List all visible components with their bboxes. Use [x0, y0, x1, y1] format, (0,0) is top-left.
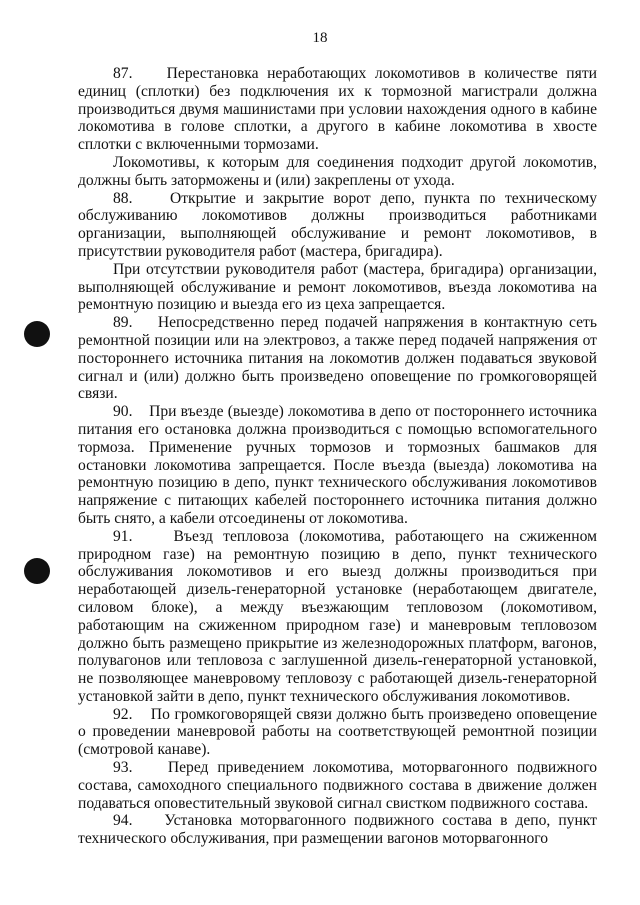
paragraph-93: 93. Перед приведением локомотива, моторвагонного подвижного состава, самоходного специального подвижного состава в движение должен подаваться оповестительный звуковой сигнал свистком подвижного состава.: [78, 759, 597, 812]
paragraph-90: 90. При въезде (выезде) локомотива в депо от постороннего источника питания его остановка должна производиться с помощью вспомогательного тормоза. Применение ручных тормозов и тормозных башмаков для остановки локомотива запрещается. После въезда (выезда) локомотива на ремонтную позицию в депо, пункт технического обслуживания локомотивов напряжение с питающих кабелей постороннего источника питания должно быть снято, а кабели отсоединены от локомотива.: [78, 403, 597, 527]
paragraph-88-note: При отсутствии руководителя работ (мастера, бригадира) организации, выполняющей обслуживание и ремонт локомотивов, въезда локомотива на ремонтную позицию и выезда его из цеха запрещается.: [78, 260, 597, 314]
paragraph-88: 88. Открытие и закрытие ворот депо, пункта по техническому обслуживанию локомотивов должны производиться работниками организации, выполняющей обслуживание и ремонт локомотивов, в присутствии руководителя работ (мастера, бригадира).: [78, 189, 597, 260]
paragraph-92: 92. По громкоговорящей связи должно быть произведено оповещение о проведении маневровой работы на соответствующей ремонтной позиции (смотровой канаве).: [78, 705, 597, 759]
punch-hole-mark: [24, 558, 50, 584]
page-number: 18: [312, 30, 328, 46]
punch-hole-mark: [24, 321, 50, 347]
paragraph-91: 91. Въезд тепловоза (локомотива, работающего на сжиженном природном газе) на ремонтную позицию в депо, пункт технического обслуживания локомотивов и его выезд должны производиться при неработающей дизель-генераторной установке (неработающем двигателе, силовом блоке), а между въезжающим тепловозом (локомотивом, работающим на сжиженном природном газе) и маневровым тепловозом должно быть размещено прикрытие из железнодорожных платформ, вагонов, полувагонов или тепловоза с заглушенной дизель-генераторной установкой, не позволяющее маневровому тепловозу с работающей дизель-генераторной установкой зайти в депо, пункт технического обслуживания локомотивов.: [78, 527, 597, 705]
document-body: [78, 65, 597, 848]
paragraph-87: 87. Перестановка неработающих локомотивов в количестве пяти единиц (сплотки) без подключения их к тормозной магистрали должна производиться двумя машинистами при условии нахождения одного в кабине локомотива в голове сплотки, а другого в кабине локомотива в хвосте сплотки с включенными тормозами.: [78, 65, 597, 154]
paragraph-89: 89. Непосредственно перед подачей напряжения в контактную сеть ремонтной позиции или на электровоз, а также перед подачей напряжения от постороннего источника питания на локомотив должен подаваться звуковой сигнал и (или) должно быть произведено оповещение по громкоговорящей связи.: [78, 314, 597, 403]
paragraph-87-note: Локомотивы, к которым для соединения подходит другой локомотив, должны быть заторможены и (или) закреплены от ухода.: [78, 153, 597, 189]
paragraph-94: 94. Установка моторвагонного подвижного состава в депо, пункт технического обслуживания, при размещении вагонов моторвагонного: [78, 812, 597, 848]
